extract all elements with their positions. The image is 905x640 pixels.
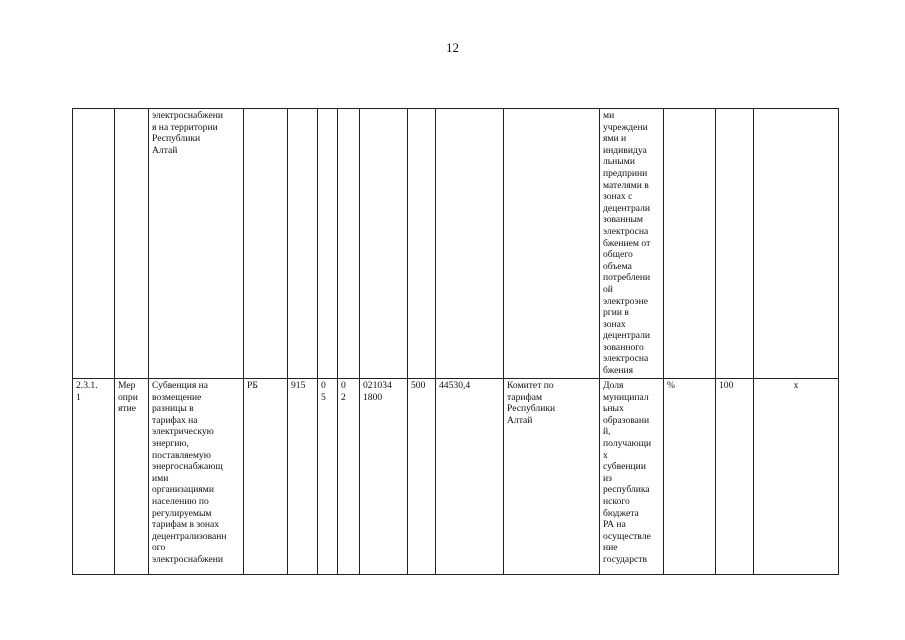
cell-unit: % — [664, 379, 716, 575]
cell-value — [716, 109, 754, 379]
table-row — [73, 109, 839, 379]
cell-source — [244, 109, 288, 379]
cell-grbs — [288, 109, 318, 379]
cell-pr: 0 2 — [338, 379, 360, 575]
cell-executor: Комитет по тарифам Республики Алтай — [504, 379, 600, 575]
page-number: 12 — [446, 40, 459, 55]
cell-rz: 0 5 — [318, 379, 338, 575]
cell-grbs: 915 — [288, 379, 318, 575]
cell-type — [115, 109, 149, 379]
cell-csr — [360, 109, 408, 379]
cell-last — [754, 109, 839, 379]
cell-last: х — [754, 379, 839, 575]
cell-executor — [504, 109, 600, 379]
cell-source: РБ — [244, 379, 288, 575]
cell-type: Мер опри ятие — [115, 379, 149, 575]
cell-rz — [318, 109, 338, 379]
cell-value: 100 — [716, 379, 754, 575]
table-row — [73, 379, 839, 575]
cell-vr: 500 — [408, 379, 436, 575]
cell-number — [73, 109, 115, 379]
cell-indicator: ми учреждени ями и индивидуа льными предприни мателями в зонах с децентрали зованным электросна бжением от общего объема потреблени ой электроэне ргии в зонах децентрали зованного электросна бжения — [600, 109, 664, 379]
cell-number: 2.3.1. 1 — [73, 379, 115, 575]
cell-name: электроснабжени я на территории Республики Алтай — [149, 109, 244, 379]
cell-amount: 44530,4 — [436, 379, 504, 575]
cell-vr — [408, 109, 436, 379]
cell-indicator: Доля муниципал ьных образовани й, получающи х субвенции из республика нского бюджета РА на осуществле ние государств — [600, 379, 664, 575]
cell-amount — [436, 109, 504, 379]
program-table — [72, 108, 839, 575]
cell-csr: 021034 1800 — [360, 379, 408, 575]
cell-unit — [664, 109, 716, 379]
cell-pr — [338, 109, 360, 379]
cell-name: Субвенция на возмещение разницы в тарифах на электрическую энергию, поставляемую энергоснабжающ ими организациями населению по регулируемым тарифам в зонах децентрализованн ого электроснабжени — [149, 379, 244, 575]
